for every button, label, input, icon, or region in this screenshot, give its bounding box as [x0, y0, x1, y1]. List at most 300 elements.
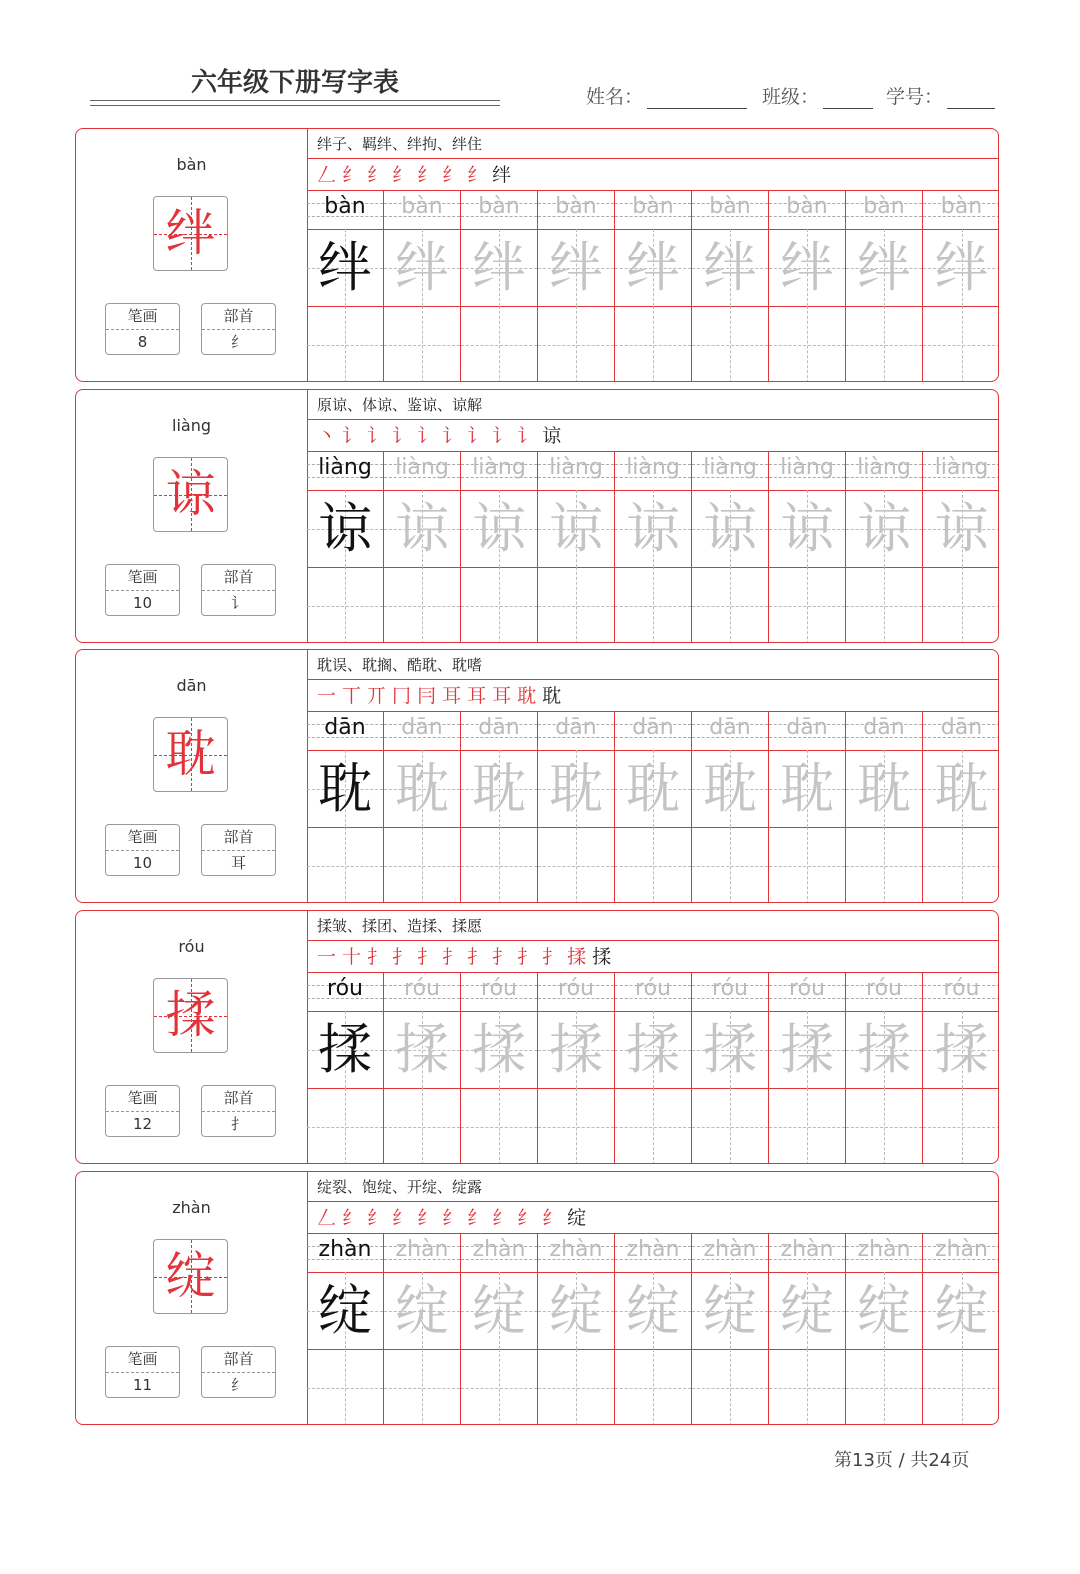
char-cell[interactable]: [538, 229, 615, 306]
class-label: 班级：: [762, 86, 820, 108]
char-cell[interactable]: [307, 1272, 384, 1349]
class-field[interactable]: [762, 82, 873, 109]
char-trace: 耽: [780, 757, 834, 820]
stroke-step: 纟: [392, 164, 416, 186]
char-cell[interactable]: [846, 490, 923, 567]
pinyin-cell[interactable]: [384, 191, 461, 229]
stroke-step: 耽: [517, 685, 541, 707]
radical-label: 部首: [202, 1347, 275, 1373]
example-words: 揉皱、揉团、造揉、揉愿: [307, 911, 999, 941]
stroke-order: [307, 941, 999, 973]
char-cell[interactable]: [615, 1272, 692, 1349]
blank-cell[interactable]: [307, 827, 384, 903]
char-cell[interactable]: [846, 750, 923, 827]
stroke-count-value: 8: [137, 333, 148, 351]
pinyin-cell[interactable]: [384, 973, 461, 1011]
blank-cell[interactable]: [846, 1088, 923, 1164]
example-words: 原谅、体谅、鉴谅、谅解: [307, 390, 999, 420]
pinyin-cell[interactable]: [538, 1234, 615, 1272]
blank-cell[interactable]: [692, 567, 769, 643]
stroke-count-box: [105, 303, 180, 355]
pinyin-cell[interactable]: [692, 452, 769, 490]
pinyin-cell[interactable]: [846, 1234, 923, 1272]
number-blank[interactable]: [947, 88, 995, 109]
char-trace: 谅: [703, 497, 757, 560]
blank-cell[interactable]: [769, 1088, 846, 1164]
blank-cell[interactable]: [923, 1088, 999, 1164]
char-cell[interactable]: [769, 229, 846, 306]
char-cell[interactable]: [615, 1011, 692, 1088]
pinyin-cell[interactable]: [846, 973, 923, 1011]
stroke-step: 讠: [417, 425, 441, 447]
blank-cell[interactable]: [615, 827, 692, 903]
stroke-step: 十: [342, 946, 366, 968]
blank-cell[interactable]: [769, 567, 846, 643]
char-cell[interactable]: [692, 750, 769, 827]
stroke-count-box: [105, 1346, 180, 1398]
pinyin-trace: bàn: [940, 194, 983, 219]
stroke-step: 讠: [342, 425, 366, 447]
pinyin-trace: liàng: [857, 455, 911, 480]
char-pinyin: zhàn: [172, 1198, 211, 1217]
blank-cell[interactable]: [461, 306, 538, 382]
blank-cell[interactable]: [692, 306, 769, 382]
char-cell[interactable]: [461, 1272, 538, 1349]
pinyin-cell[interactable]: [384, 1234, 461, 1272]
pinyin-cell[interactable]: [846, 452, 923, 490]
pinyin-trace: zhàn: [318, 1237, 372, 1262]
pinyin-trace: bàn: [709, 194, 751, 219]
blank-cell[interactable]: [461, 827, 538, 903]
char-cell[interactable]: [538, 750, 615, 827]
pinyin-cell[interactable]: [769, 712, 846, 750]
stroke-step: 扌: [367, 946, 391, 968]
pinyin-cell[interactable]: [307, 191, 384, 229]
radical-box: [201, 824, 276, 876]
char-cell[interactable]: [461, 750, 538, 827]
stroke-step: 扌: [442, 946, 466, 968]
pinyin-cell[interactable]: [769, 973, 846, 1011]
stroke-step: 冃: [417, 685, 441, 707]
char-display: 揉: [165, 986, 216, 1044]
stroke-count-box: [105, 824, 180, 876]
number-field[interactable]: [886, 82, 995, 109]
blank-cell[interactable]: [384, 567, 461, 643]
pinyin-cell[interactable]: [846, 191, 923, 229]
pinyin-trace: dān: [940, 715, 983, 740]
pinyin-cell[interactable]: [538, 712, 615, 750]
radical-box: [201, 1346, 276, 1398]
class-blank[interactable]: [823, 88, 873, 109]
card-info-panel: [76, 390, 308, 642]
pinyin-practice-row: [307, 712, 999, 751]
char-trace: 耽: [857, 757, 911, 820]
blank-cell[interactable]: [538, 1088, 615, 1164]
char-trace: 耽: [626, 757, 680, 820]
blank-cell[interactable]: [615, 567, 692, 643]
stroke-step: 纟: [342, 1207, 366, 1229]
blank-cell[interactable]: [307, 1349, 384, 1425]
pinyin-cell[interactable]: [692, 191, 769, 229]
char-trace: 绽: [780, 1279, 834, 1342]
stroke-step: 扌: [392, 946, 416, 968]
blank-cell[interactable]: [923, 567, 999, 643]
blank-cell[interactable]: [538, 1349, 615, 1425]
blank-cell[interactable]: [923, 1349, 999, 1425]
blank-cell[interactable]: [692, 827, 769, 903]
pinyin-trace: zhàn: [935, 1237, 988, 1262]
pinyin-trace: róu: [558, 976, 594, 1001]
pinyin-trace: róu: [943, 976, 980, 1001]
stroke-step: 丅: [342, 685, 366, 707]
char-trace: 揉: [703, 1018, 757, 1081]
stroke-step: 纟: [467, 164, 491, 186]
blank-cell[interactable]: [307, 567, 384, 643]
blank-cell[interactable]: [615, 306, 692, 382]
blank-cell[interactable]: [692, 1349, 769, 1425]
stroke-step: 耽: [542, 685, 566, 707]
char-cell[interactable]: [307, 229, 384, 306]
stroke-step: 纟: [492, 1207, 516, 1229]
stroke-count-box: [105, 564, 180, 616]
char-cell[interactable]: [769, 750, 846, 827]
pinyin-trace: bàn: [786, 194, 828, 219]
pinyin-cell[interactable]: [615, 191, 692, 229]
stroke-step: 讠: [392, 425, 416, 447]
name-blank[interactable]: [647, 88, 747, 109]
char-trace: 绊: [934, 236, 989, 299]
character-card: [75, 910, 999, 1164]
char-trace: 绊: [626, 236, 680, 299]
stroke-step: 讠: [367, 425, 391, 447]
stroke-step: 耳: [467, 685, 491, 707]
blank-cell[interactable]: [769, 1349, 846, 1425]
blank-cell[interactable]: [307, 1088, 384, 1164]
char-cell[interactable]: [384, 229, 461, 306]
practice-grid: [307, 129, 999, 381]
pinyin-trace: zhàn: [395, 1237, 449, 1262]
blank-cell[interactable]: [769, 827, 846, 903]
char-cell[interactable]: [692, 229, 769, 306]
stroke-count-value: 12: [132, 1115, 153, 1133]
pinyin-cell[interactable]: [692, 712, 769, 750]
char-cell[interactable]: [923, 490, 999, 567]
blank-cell[interactable]: [538, 567, 615, 643]
pinyin-trace: bàn: [863, 194, 905, 219]
pinyin-trace: róu: [327, 976, 363, 1001]
radical-label: 部首: [202, 304, 275, 330]
pinyin-trace: liàng: [395, 455, 449, 480]
page-title: 六年级下册写字表: [190, 68, 399, 98]
pinyin-trace: liàng: [934, 455, 989, 480]
char-cell[interactable]: [384, 1011, 461, 1088]
char-trace: 耽: [395, 757, 449, 820]
pinyin-cell[interactable]: [461, 452, 538, 490]
char-cell[interactable]: [307, 1011, 384, 1088]
pinyin-cell[interactable]: [307, 973, 384, 1011]
pinyin-trace: bàn: [401, 194, 443, 219]
char-cell[interactable]: [769, 1011, 846, 1088]
radical-value: 讠: [230, 594, 246, 612]
pinyin-cell[interactable]: [307, 712, 384, 750]
pinyin-cell[interactable]: [923, 1234, 999, 1272]
blank-cell[interactable]: [923, 827, 999, 903]
pinyin-cell[interactable]: [615, 1234, 692, 1272]
radical-box: [201, 1085, 276, 1137]
pinyin-cell[interactable]: [461, 973, 538, 1011]
blank-cell[interactable]: [307, 306, 384, 382]
radical-label: 部首: [202, 825, 275, 851]
blank-cell[interactable]: [846, 306, 923, 382]
pinyin-cell[interactable]: [923, 191, 999, 229]
stroke-step: 讠: [442, 425, 466, 447]
stroke-step: 纟: [442, 164, 466, 186]
radical-label: 部首: [202, 1086, 275, 1112]
blank-cell[interactable]: [923, 306, 999, 382]
char-display: 谅: [165, 465, 216, 523]
char-display-box: [153, 978, 228, 1053]
char-trace: 谅: [934, 497, 989, 560]
char-trace: 谅: [395, 497, 449, 560]
pinyin-cell[interactable]: [769, 452, 846, 490]
stroke-step: 纟: [542, 1207, 566, 1229]
pinyin-cell[interactable]: [615, 973, 692, 1011]
blank-cell[interactable]: [461, 1349, 538, 1425]
pinyin-trace: róu: [866, 976, 902, 1001]
pinyin-cell[interactable]: [461, 712, 538, 750]
pinyin-trace: liàng: [780, 455, 834, 480]
char-cell[interactable]: [384, 490, 461, 567]
pinyin-trace: zhàn: [703, 1237, 757, 1262]
char-cell[interactable]: [538, 1272, 615, 1349]
pinyin-trace: róu: [712, 976, 748, 1001]
char-trace: 揉: [395, 1018, 449, 1081]
name-label: 姓名：: [586, 86, 644, 108]
char-trace: 绊: [395, 236, 449, 299]
pinyin-cell[interactable]: [538, 452, 615, 490]
char-trace: 绽: [549, 1279, 603, 1342]
pinyin-cell[interactable]: [384, 452, 461, 490]
number-label: 学号：: [886, 86, 944, 108]
radical-value: 扌: [230, 1115, 246, 1133]
stroke-step: 纟: [342, 164, 366, 186]
pinyin-cell[interactable]: [538, 191, 615, 229]
blank-cell[interactable]: [461, 567, 538, 643]
stroke-count-box: [105, 1085, 180, 1137]
char-cell[interactable]: [615, 750, 692, 827]
stroke-step: 𠃋: [317, 164, 341, 186]
char-cell[interactable]: [769, 1272, 846, 1349]
char-cell[interactable]: [692, 1272, 769, 1349]
char-cell[interactable]: [846, 229, 923, 306]
blank-practice-row: [307, 827, 999, 903]
pinyin-trace: dān: [401, 715, 443, 740]
char-display: 绊: [165, 204, 216, 262]
char-trace: 揉: [857, 1018, 911, 1081]
radical-box: [201, 564, 276, 616]
pinyin-trace: dān: [478, 715, 520, 740]
blank-cell[interactable]: [461, 1088, 538, 1164]
char-trace: 绽: [318, 1279, 372, 1342]
char-trace: 绊: [472, 236, 526, 299]
blank-practice-row: [307, 1088, 999, 1164]
pinyin-cell[interactable]: [307, 1234, 384, 1272]
blank-cell[interactable]: [384, 827, 461, 903]
char-cell[interactable]: [846, 1011, 923, 1088]
stroke-step: 纟: [442, 1207, 466, 1229]
char-cell[interactable]: [846, 1272, 923, 1349]
stroke-count-value: 10: [132, 854, 153, 872]
stroke-step: 纟: [417, 164, 441, 186]
char-trace: 谅: [318, 497, 372, 560]
pinyin-cell[interactable]: [846, 712, 923, 750]
blank-cell[interactable]: [692, 1088, 769, 1164]
stroke-step: 揉: [592, 946, 616, 968]
char-trace: 揉: [549, 1018, 603, 1081]
stroke-order: [307, 680, 999, 712]
stroke-step: 揉: [567, 946, 591, 968]
card-info-panel: [76, 650, 308, 902]
pinyin-trace: dān: [786, 715, 828, 740]
pinyin-cell[interactable]: [692, 973, 769, 1011]
stroke-step: 谅: [542, 425, 566, 447]
pinyin-trace: bàn: [632, 194, 674, 219]
blank-cell[interactable]: [846, 1349, 923, 1425]
stroke-order: [307, 159, 999, 191]
char-trace: 绽: [395, 1279, 449, 1342]
char-cell[interactable]: [461, 1011, 538, 1088]
char-cell[interactable]: [615, 229, 692, 306]
stroke-step: 绽: [567, 1207, 591, 1229]
pinyin-cell[interactable]: [615, 712, 692, 750]
stroke-step: 耳: [492, 685, 516, 707]
char-cell[interactable]: [615, 490, 692, 567]
example-words: 绊子、羁绊、绊拘、绊住: [307, 129, 999, 159]
char-cell[interactable]: [923, 1011, 999, 1088]
char-cell[interactable]: [307, 750, 384, 827]
pinyin-trace: zhàn: [472, 1237, 526, 1262]
pinyin-cell[interactable]: [538, 973, 615, 1011]
stroke-step: 纟: [367, 1207, 391, 1229]
stroke-step: 讠: [467, 425, 491, 447]
pinyin-practice-row: [307, 452, 999, 491]
char-trace: 耽: [472, 757, 526, 820]
character-card: [75, 128, 999, 382]
practice-grid: [307, 390, 999, 642]
char-trace: 谅: [857, 497, 911, 560]
stroke-count-label: 笔画: [106, 1086, 179, 1112]
char-practice-row: [307, 750, 999, 828]
char-trace: 揉: [318, 1018, 372, 1081]
pinyin-trace: róu: [404, 976, 440, 1001]
char-trace: 谅: [780, 497, 834, 560]
pinyin-cell[interactable]: [461, 191, 538, 229]
pinyin-trace: dān: [709, 715, 751, 740]
char-cell[interactable]: [461, 229, 538, 306]
char-display-box: [153, 717, 228, 792]
char-pinyin: bàn: [176, 155, 207, 174]
pinyin-practice-row: [307, 1234, 999, 1273]
blank-cell[interactable]: [384, 1088, 461, 1164]
stroke-step: 一: [317, 946, 341, 968]
stroke-count-label: 笔画: [106, 825, 179, 851]
char-practice-row: [307, 229, 999, 307]
stroke-step: 讠: [517, 425, 541, 447]
pinyin-cell[interactable]: [307, 452, 384, 490]
char-cell[interactable]: [923, 229, 999, 306]
char-cell[interactable]: [461, 490, 538, 567]
stroke-step: 纟: [392, 1207, 416, 1229]
char-cell[interactable]: [692, 490, 769, 567]
pinyin-cell[interactable]: [923, 452, 999, 490]
pinyin-trace: dān: [863, 715, 905, 740]
char-cell[interactable]: [923, 1272, 999, 1349]
blank-cell[interactable]: [384, 1349, 461, 1425]
stroke-step: 扌: [517, 946, 541, 968]
blank-practice-row: [307, 567, 999, 643]
char-display-box: [153, 196, 228, 271]
blank-cell[interactable]: [846, 827, 923, 903]
pinyin-cell[interactable]: [692, 1234, 769, 1272]
blank-cell[interactable]: [769, 306, 846, 382]
stroke-count-label: 笔画: [106, 1347, 179, 1373]
pinyin-cell[interactable]: [923, 712, 999, 750]
blank-practice-row: [307, 306, 999, 382]
blank-cell[interactable]: [615, 1088, 692, 1164]
stroke-step: 纟: [367, 164, 391, 186]
char-cell[interactable]: [384, 750, 461, 827]
char-cell[interactable]: [538, 490, 615, 567]
char-trace: 绊: [318, 236, 372, 299]
stroke-step: 一: [317, 685, 341, 707]
card-info-panel: [76, 911, 308, 1163]
pinyin-cell[interactable]: [615, 452, 692, 490]
stroke-step: 纟: [417, 1207, 441, 1229]
blank-cell[interactable]: [538, 306, 615, 382]
blank-cell[interactable]: [538, 827, 615, 903]
pinyin-cell[interactable]: [769, 1234, 846, 1272]
char-trace: 耽: [549, 757, 603, 820]
char-cell[interactable]: [307, 490, 384, 567]
pinyin-cell[interactable]: [923, 973, 999, 1011]
pinyin-cell[interactable]: [769, 191, 846, 229]
char-trace: 绽: [703, 1279, 757, 1342]
char-cell[interactable]: [384, 1272, 461, 1349]
char-cell[interactable]: [692, 1011, 769, 1088]
pinyin-trace: zhàn: [549, 1237, 603, 1262]
char-trace: 绊: [780, 236, 834, 299]
char-cell[interactable]: [538, 1011, 615, 1088]
blank-cell[interactable]: [384, 306, 461, 382]
pinyin-practice-row: [307, 973, 999, 1012]
card-info-panel: [76, 129, 308, 381]
pinyin-cell[interactable]: [461, 1234, 538, 1272]
char-cell[interactable]: [923, 750, 999, 827]
blank-cell[interactable]: [615, 1349, 692, 1425]
char-trace: 揉: [780, 1018, 834, 1081]
blank-cell[interactable]: [846, 567, 923, 643]
stroke-step: 冂: [392, 685, 416, 707]
radical-value: 耳: [230, 854, 246, 872]
radical-value: 纟: [230, 1376, 246, 1394]
pinyin-trace: zhàn: [780, 1237, 834, 1262]
name-field[interactable]: [586, 82, 747, 109]
char-practice-row: [307, 1011, 999, 1089]
char-cell[interactable]: [769, 490, 846, 567]
char-pinyin: liàng: [172, 416, 211, 435]
stroke-order: [307, 1202, 999, 1234]
pinyin-cell[interactable]: [384, 712, 461, 750]
